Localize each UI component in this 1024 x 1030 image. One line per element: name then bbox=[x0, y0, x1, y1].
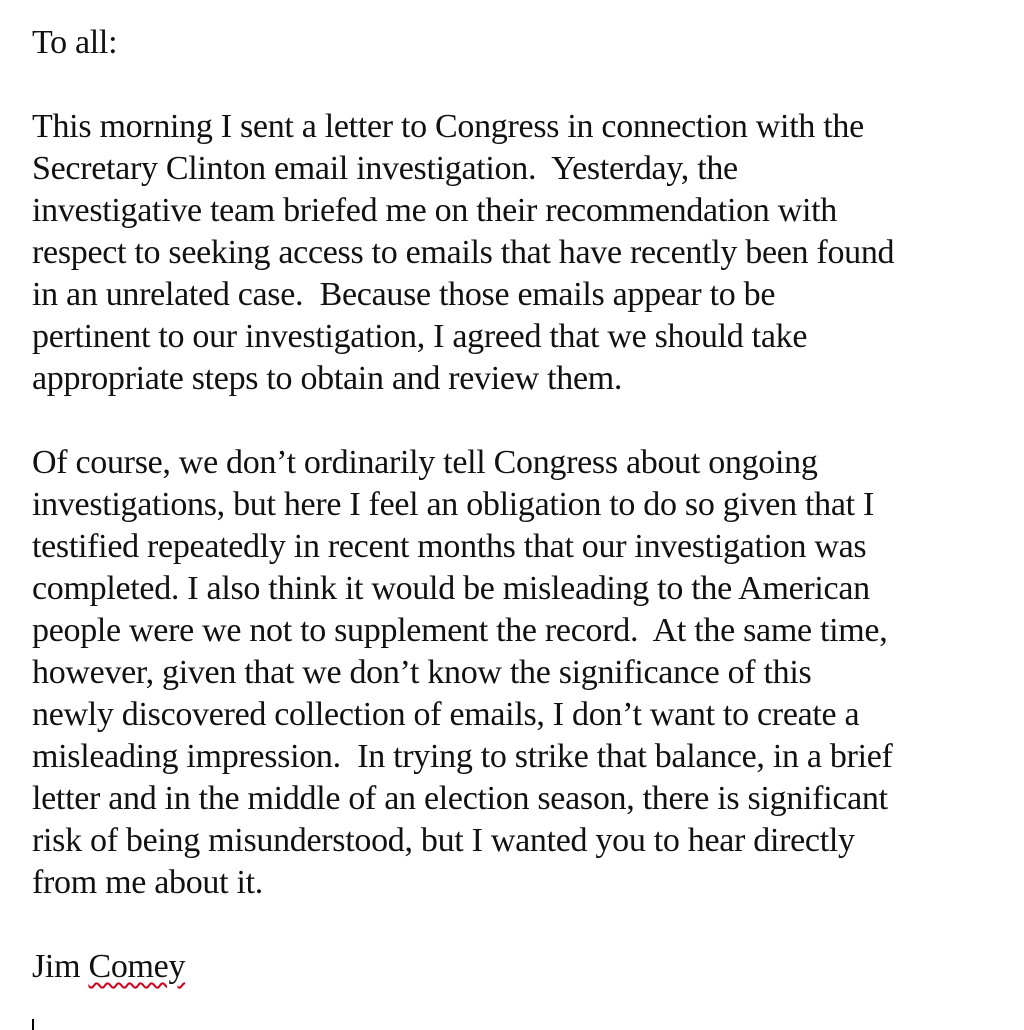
signature bbox=[32, 946, 185, 988]
paragraph-line: misleading impression. In trying to strike that balance, in a brief bbox=[32, 738, 893, 775]
paragraph-line: completed. I also think it would be misleading to the American bbox=[32, 570, 870, 607]
salutation: To all: bbox=[32, 24, 118, 61]
text-cursor bbox=[32, 1019, 34, 1030]
signature-last-name-misspelled[interactable]: Comey bbox=[88, 948, 186, 985]
paragraph-line: pertinent to our investigation, I agreed that we should take bbox=[32, 318, 808, 355]
paragraph-line: Of course, we don’t ordinarily tell Congress about ongoing bbox=[32, 444, 818, 481]
paragraph-line: testified repeatedly in recent months that our investigation was bbox=[32, 528, 867, 565]
paragraph-line: newly discovered collection of emails, I don’t want to create a bbox=[32, 696, 860, 733]
signature-first-name: Jim bbox=[32, 948, 81, 985]
paragraph-line: letter and in the middle of an election season, there is significant bbox=[32, 780, 888, 817]
paragraph-line: however, given that we don’t know the significance of this bbox=[32, 654, 812, 691]
paragraph-line: investigations, but here I feel an obligation to do so given that I bbox=[32, 486, 874, 523]
paragraph-line: from me about it. bbox=[32, 864, 263, 901]
paragraph-line: in an unrelated case. Because those emails appear to be bbox=[32, 276, 776, 313]
paragraph-line: investigative team briefed me on their recommendation with bbox=[32, 192, 837, 229]
paragraph-line: risk of being misunderstood, but I wanted you to hear directly bbox=[32, 822, 855, 859]
paragraph-line: This morning I sent a letter to Congress in connection with the bbox=[32, 108, 864, 145]
paragraph-line: appropriate steps to obtain and review them. bbox=[32, 360, 623, 397]
paragraph-line: Secretary Clinton email investigation. Yesterday, the bbox=[32, 150, 738, 187]
paragraph-line: respect to seeking access to emails that have recently been found bbox=[32, 234, 895, 271]
paragraph-line: people were we not to supplement the record. At the same time, bbox=[32, 612, 888, 649]
